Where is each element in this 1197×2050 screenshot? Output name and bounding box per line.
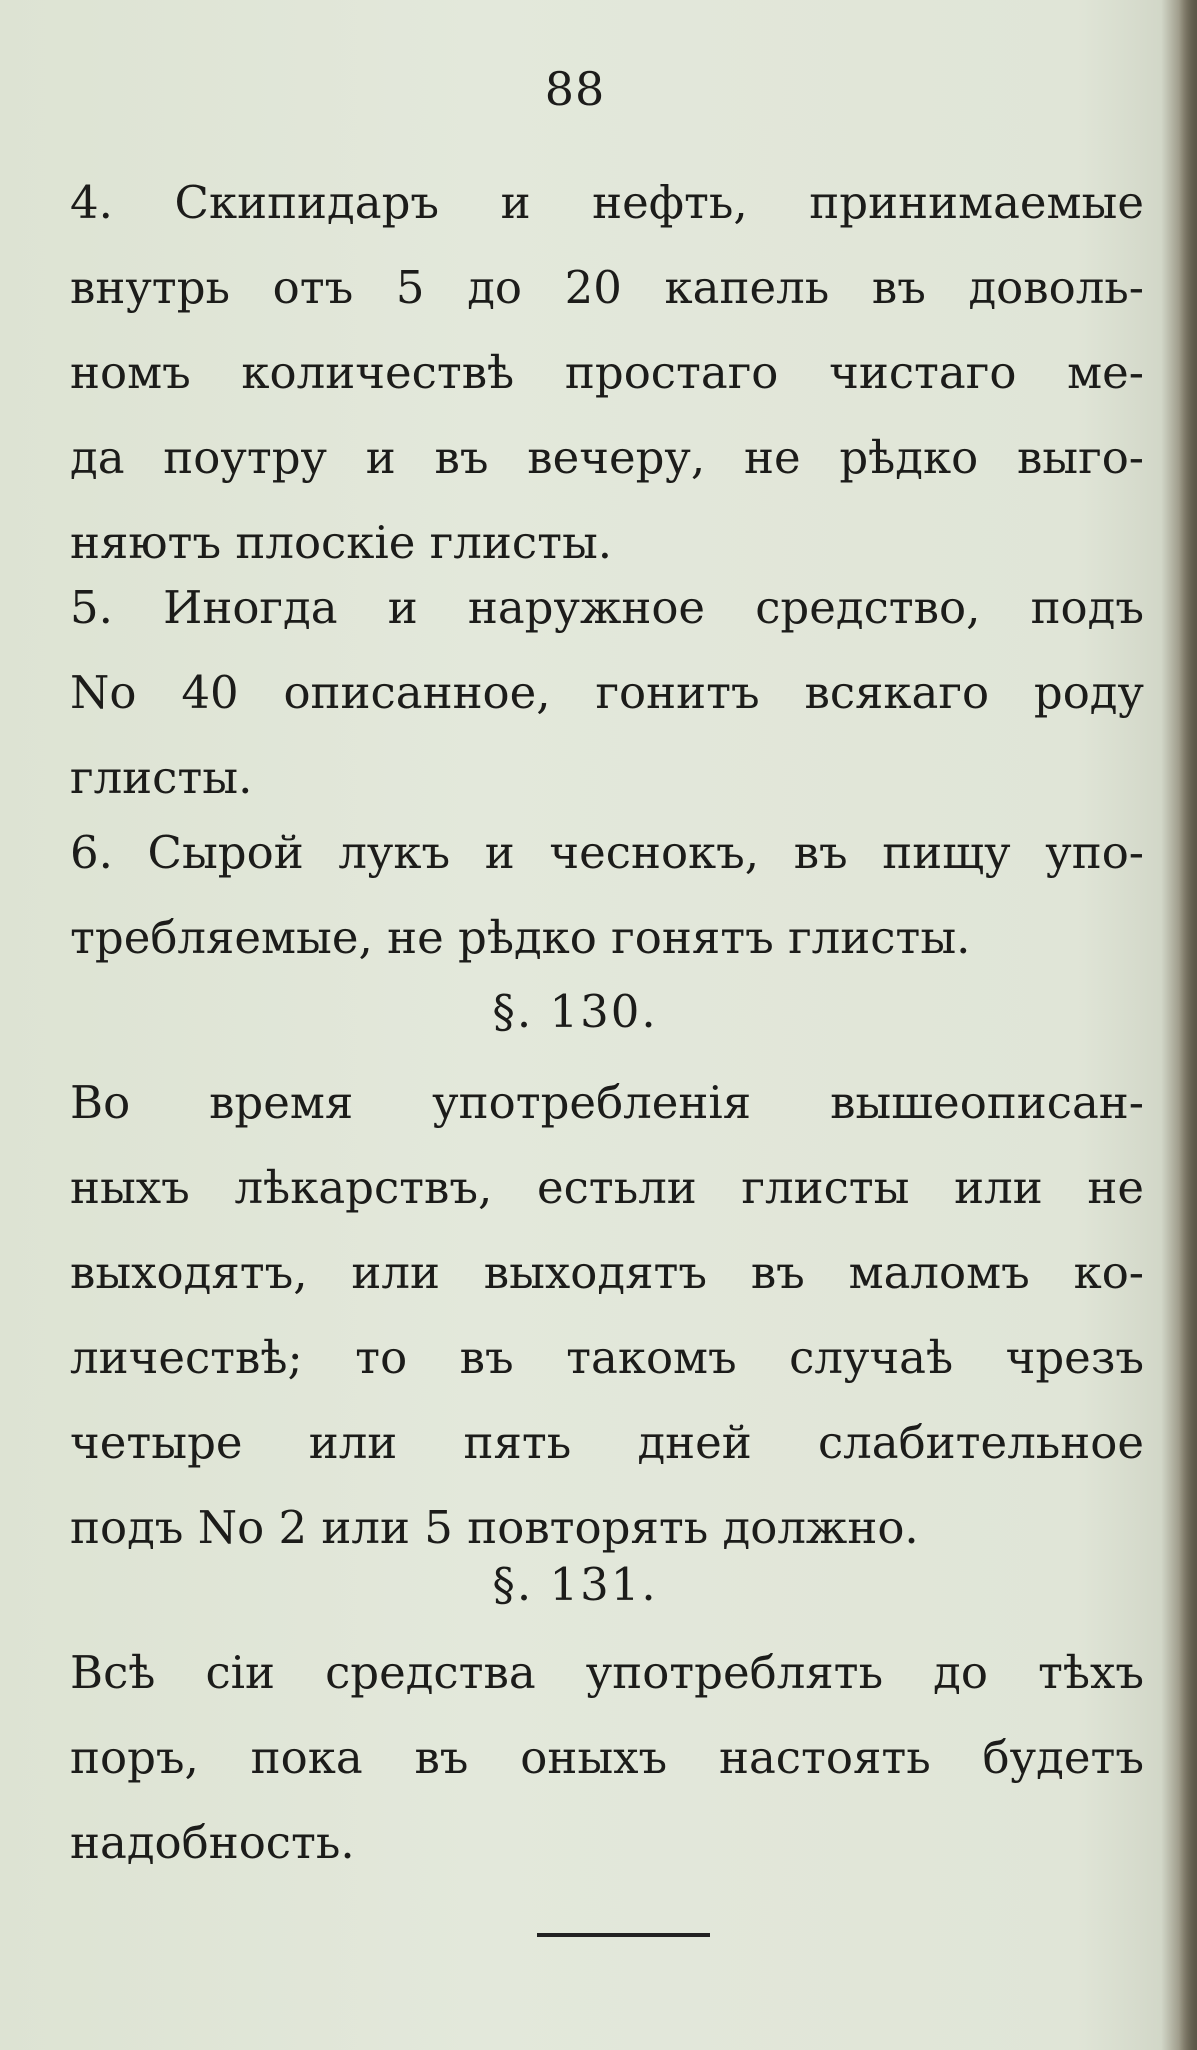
text-line: No 40 описанное, гонитъ всякаго роду [70,666,1144,719]
text-line: четыре или пять дней слабительное [70,1416,1144,1469]
text-line: да поутру и въ вечеру, не рѣдко выго- [70,431,1144,484]
text-line: внутрь отъ 5 до 20 капель въ доволь- [70,261,1144,314]
text-line: поръ, пока въ оныхъ настоять будетъ [70,1731,1144,1784]
text-line: 5. Иногда и наружное средство, подъ [70,581,1144,634]
section-heading-130: §. 130. [492,985,658,1038]
paragraph-item-4 [70,160,1144,585]
text-line: подъ No 2 или 5 повторять должно. [70,1501,919,1554]
text-line: глисты. [70,751,253,804]
section-heading-131: §. 131. [492,1558,658,1611]
paragraph-section-130 [70,1060,1144,1570]
text-line: номъ количествѣ простаго чистаго ме- [70,346,1144,399]
text-line: личествѣ; то въ такомъ случаѣ чрезъ [70,1331,1144,1384]
page-edge-shadow [1179,0,1197,2050]
page-number: 88 [544,62,606,116]
text-line: требляемые, не рѣдко гонятъ глисты. [70,911,971,964]
paragraph-section-131 [70,1630,1144,1885]
paragraph-item-6 [70,810,1144,980]
paragraph-item-5 [70,565,1144,820]
text-line: 6. Сырой лукъ и чеснокъ, въ пищу упо- [70,826,1144,879]
text-line: 4. Скипидаръ и нефть, принимаемые [70,176,1144,229]
end-rule [537,1933,710,1937]
text-line: ныхъ лѣкарствъ, естьли глисты или не [70,1161,1144,1214]
text-line: няютъ плоскіе глисты. [70,516,613,569]
text-line: надобность. [70,1816,355,1869]
text-line: выходятъ, или выходятъ въ маломъ ко- [70,1246,1144,1299]
text-line: Во время употребленія вышеописан- [70,1076,1144,1129]
text-line: Всѣ сіи средства употреблять до тѣхъ [70,1646,1144,1699]
